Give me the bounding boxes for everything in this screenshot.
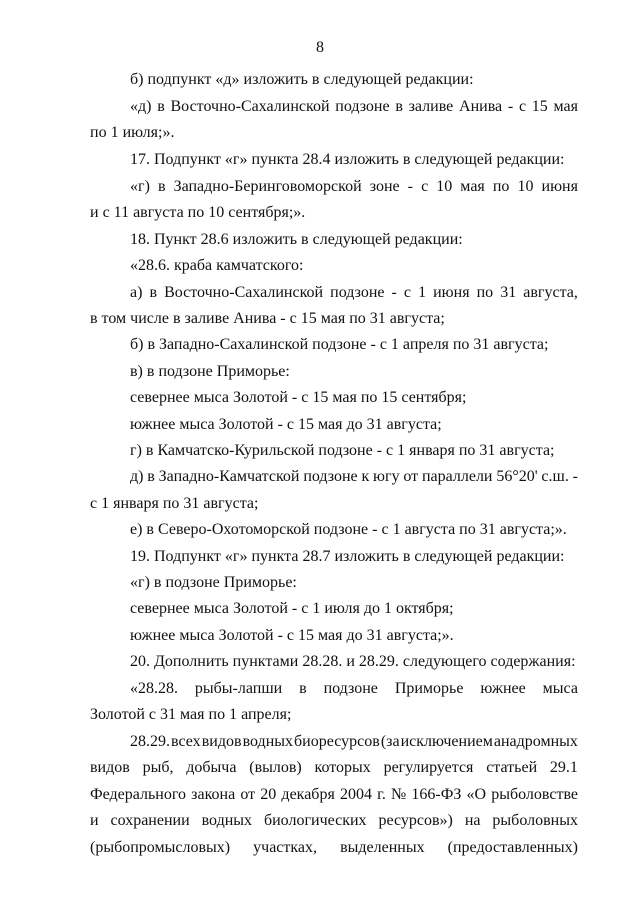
paragraph-line: б) подпункт «д» изложить в следующей редакции: bbox=[130, 71, 474, 88]
paragraph-line: «г) в подзоне Приморье: bbox=[130, 574, 297, 591]
paragraph-line: д) в Западно-Камчатской подзоне к югу от параллели 56°20' с.ш. - bbox=[130, 468, 578, 485]
paragraph-line: севернее мыса Золотой - с 1 июля до 1 октября; bbox=[130, 600, 454, 617]
paragraph-line: 20. Дополнить пунктами 28.28. и 28.29. следующего содержания: bbox=[130, 653, 576, 670]
paragraph-line: а) в Восточно-Сахалинской подзоне - с 1 июня по 31 августа, bbox=[130, 284, 578, 301]
paragraph-line: е) в Северо-Охотоморской подзоне - с 1 августа по 31 августа;». bbox=[130, 521, 567, 538]
paragraph-line: южнее мыса Золотой - с 15 мая до 31 августа;». bbox=[130, 627, 454, 644]
paragraph-line: с 1 января по 31 августа; bbox=[90, 495, 259, 512]
paragraph-line: Федерального закона от 20 декабря 2004 г. № 166-ФЗ «О рыболовстве bbox=[90, 786, 578, 803]
paragraph-line: и с 11 августа по 10 сентября;». bbox=[90, 204, 306, 221]
paragraph-line: Золотой с 31 мая по 1 апреля; bbox=[90, 706, 292, 723]
paragraph-line: 17. Подпункт «г» пункта 28.4 изложить в следующей редакции: bbox=[130, 151, 565, 168]
paragraph-line: 28.29. всех видов водных биоресурсов (за исключением анадромных bbox=[130, 733, 578, 750]
page-number: 8 bbox=[316, 39, 324, 56]
paragraph-line: «28.28. рыбы-лапши в подзоне Приморье южнее мыса bbox=[130, 680, 578, 697]
paragraph-line: «г) в Западно-Беринговоморской зоне - с 10 мая по 10 июня bbox=[130, 178, 578, 195]
paragraph-line: видов рыб, добыча (вылов) которых регулируется статьей 29.1 bbox=[90, 759, 578, 776]
paragraph-line: 19. Подпункт «г» пункта 28.7 изложить в следующей редакции: bbox=[130, 548, 565, 565]
paragraph-line: южнее мыса Золотой - с 15 мая до 31 августа; bbox=[130, 416, 442, 433]
paragraph-line: г) в Камчатско-Курильской подзоне - с 1 января по 31 августа; bbox=[130, 442, 555, 459]
paragraph-line: и сохранении водных биологических ресурсов») на рыболовных bbox=[90, 812, 578, 829]
paragraph-line: 18. Пункт 28.6 изложить в следующей редакции: bbox=[130, 231, 463, 248]
paragraph-line: в) в подзоне Приморье: bbox=[130, 363, 290, 380]
paragraph-line: по 1 июля;». bbox=[90, 124, 175, 141]
paragraph-line: «28.6. краба камчатского: bbox=[130, 257, 304, 274]
paragraph-line: севернее мыса Золотой - с 15 мая по 15 сентября; bbox=[130, 389, 467, 406]
paragraph-line: (рыбопромысловых) участках, выделенных (предоставленных) bbox=[90, 839, 578, 856]
paragraph-line: «д) в Восточно-Сахалинской подзоне в заливе Анива - с 15 мая bbox=[130, 98, 578, 115]
paragraph-line: б) в Западно-Сахалинской подзоне - с 1 апреля по 31 августа; bbox=[130, 336, 549, 353]
paragraph-line: в том числе в заливе Анива - с 15 мая по 31 августа; bbox=[90, 310, 445, 327]
